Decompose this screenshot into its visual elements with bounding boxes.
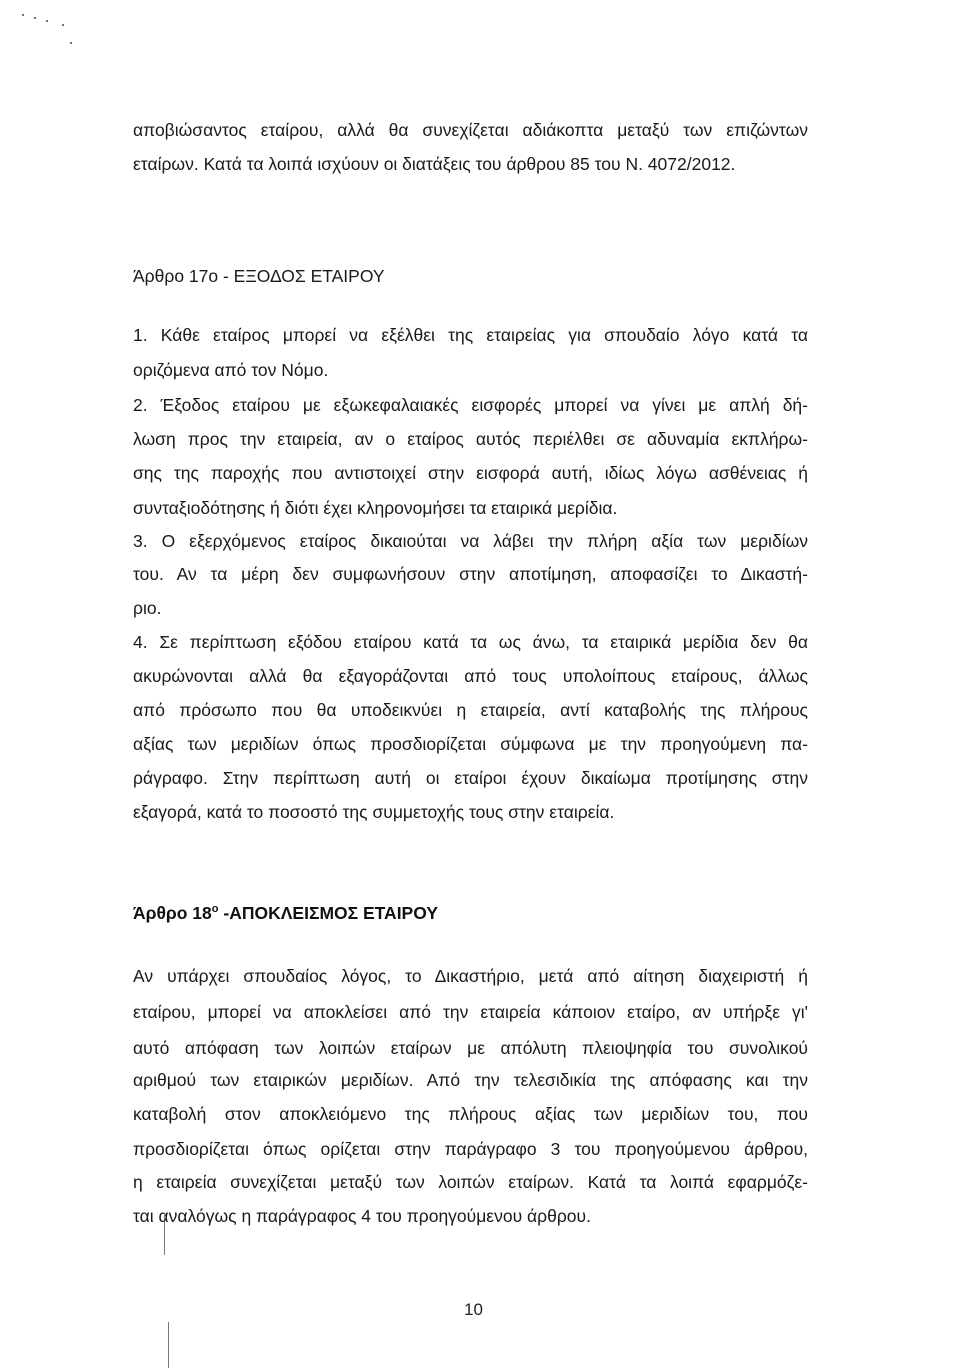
text-line: καταβολή στον αποκλειόμενο της πλήρους αξίας των μεριδίων του, που [133,1104,808,1124]
scan-speck [22,14,24,16]
text-line: αποβιώσαντος εταίρου, αλλά θα συνεχίζεται αδιάκοπτα μεταξύ των επιζώντων [133,120,808,140]
scan-artifact-line [168,1322,169,1368]
text-line: 2. Έξοδος εταίρου με εξωκεφαλαιακές εισφορές μπορεί να γίνει με απλή δή- [133,395,808,415]
text-line: εξαγορά, κατά το ποσοστό της συμμετοχής τους στην εταιρεία. [133,802,615,822]
text-line: 1. Κάθε εταίρος μπορεί να εξέλθει της εταιρείας για σπουδαίο λόγο κατά τα [133,325,808,345]
text-line: ται αναλόγως η παράγραφος 4 του προηγούμενου άρθρου. [133,1206,591,1226]
text-line: εταίρων. Κατά τα λοιπά ισχύουν οι διατάξεις του άρθρου 85 του Ν. 4072/2012. [133,154,736,174]
article-17-heading: Άρθρο 17ο - ΕΞΟΔΟΣ ΕΤΑΙΡΟΥ [133,266,385,286]
text-line: οριζόμενα από τον Νόμο. [133,360,329,380]
text-line: 3. Ο εξερχόμενος εταίρος δικαιούται να λάβει την πλήρη αξία των μεριδίων [133,531,808,551]
article-18-heading-title: -ΑΠΟΚΛΕΙΣΜΟΣ ΕΤΑΙΡΟΥ [218,902,439,923]
text-line: συνταξιοδότησης ή διότι έχει κληρονομήσει τα εταιρικά μερίδια. [133,498,618,518]
article-18-heading-prefix: Άρθρο 18 [133,902,212,923]
text-line: λωση προς την εταιρεία, αν ο εταίρος αυτός περιέλθει σε αδυναμία εκπλήρω- [133,429,808,449]
scan-speck [70,42,72,44]
page-number: 10 [464,1300,483,1319]
text-line: από πρόσωπο που θα υποδεικνύει η εταιρεία, αντί καταβολής της πλήρους [133,700,808,720]
text-line: η εταιρεία συνεχίζεται μεταξύ των λοιπών εταίρων. Κατά τα λοιπά εφαρμόζε- [133,1172,808,1192]
article-18-heading [133,904,438,922]
text-line: ριο. [133,598,162,618]
text-line: του. Αν τα μέρη δεν συμφωνήσουν στην αποτίμηση, αποφασίζει το Δικαστή- [133,564,808,584]
text-line: ακυρώνονται αλλά θα εξαγοράζονται από τους υπολοίπους εταίρους, άλλως [133,666,808,686]
text-line: αριθμού των εταιρικών μεριδίων. Από την τελεσιδικία της απόφασης και την [133,1070,808,1090]
scan-speck [46,20,48,22]
text-line: αυτό απόφαση των λοιπών εταίρων με απόλυτη πλειοψηφία του συνολικού [133,1038,808,1058]
text-line: Αν υπάρχει σπουδαίος λόγος, το Δικαστήριο, μετά από αίτηση διαχειριστή ή [133,966,808,986]
text-line: αξίας των μεριδίων όπως προσδιορίζεται σύμφωνα με την προηγούμενη πα- [133,734,808,754]
text-line: ράγραφο. Στην περίπτωση αυτή οι εταίροι έχουν δικαίωμα προτίμησης στην [133,768,808,788]
article-18-heading-superscript: ο [211,903,219,915]
text-line: 4. Σε περίπτωση εξόδου εταίρου κατά τα ως άνω, τα εταιρικά μερίδια δεν θα [133,632,808,652]
scan-speck [62,24,64,26]
text-line: προσδιορίζεται όπως ορίζεται στην παράγραφο 3 του προηγούμενου άρθρου, [133,1139,808,1159]
text-line: σης της παροχής που αντιστοιχεί στην εισφορά αυτή, ιδίως λόγω ασθένειας ή [133,463,808,483]
scan-speck [34,17,36,19]
text-line: εταίρου, μπορεί να αποκλείσει από την εταιρεία κάποιον εταίρο, αν υπήρξε γι' [133,1002,808,1022]
